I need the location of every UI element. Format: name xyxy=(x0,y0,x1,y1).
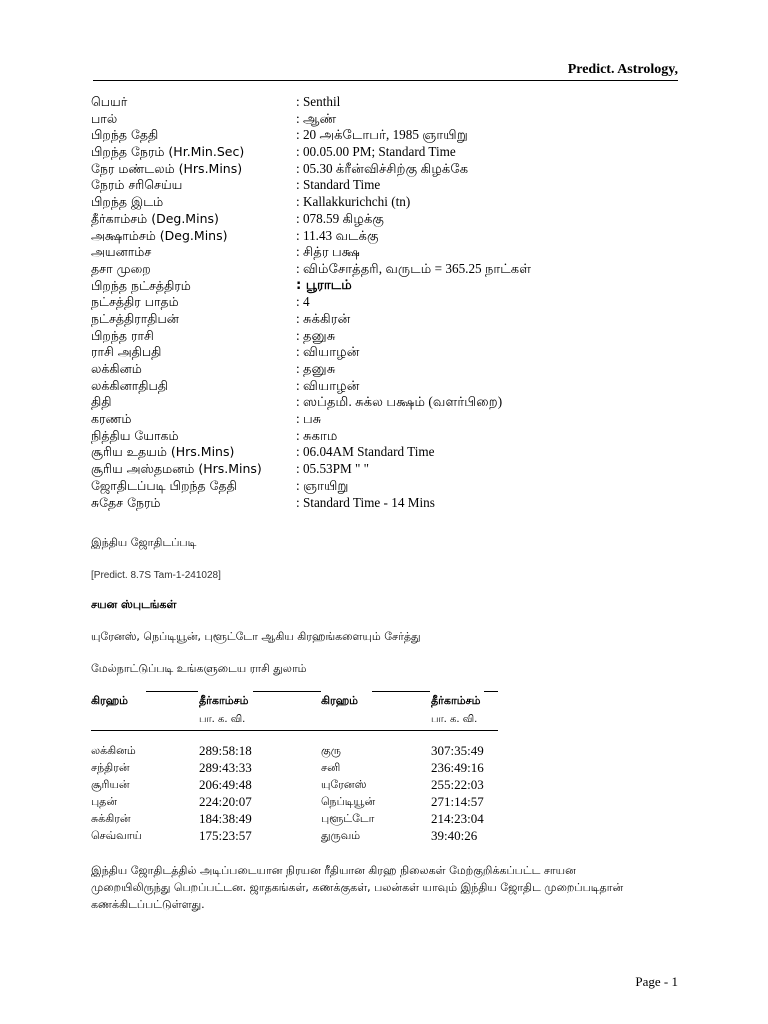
planet-name: சனி xyxy=(321,761,341,774)
detail-value: : Standard Time - 14 Mins xyxy=(296,494,435,510)
detail-row xyxy=(91,261,691,278)
detail-row xyxy=(91,444,691,461)
detail-label: சூரிய அஸ்தமனம் (Hrs.Mins) xyxy=(91,461,262,477)
detail-label: நட்சத்திர பாதம் xyxy=(91,294,179,310)
detail-value: : ஸப்தமி. சுக்ல பக்ஷம் (வளர்பிறை) xyxy=(296,394,503,410)
header-rule-segment xyxy=(484,691,498,692)
detail-value: : 11.43 வடக்கு xyxy=(296,227,379,243)
detail-row xyxy=(91,428,691,445)
uranus-line: யுரேனஸ், நெப்டியூன், புளூட்டோ ஆகிய கிரஹங்களையும் சேர்த்து xyxy=(91,630,421,643)
detail-row xyxy=(91,344,691,361)
table-row xyxy=(91,793,511,810)
detail-row xyxy=(91,328,691,345)
col-header-longitude: தீர்காம்சம் xyxy=(199,694,249,707)
detail-label: தீர்காம்சம் (Deg.Mins) xyxy=(91,210,219,226)
col-subheader-units-2: பா. க. வி. xyxy=(431,714,478,725)
planet-name: குரு xyxy=(321,744,341,757)
col-header-longitude-2: தீர்காம்சம் xyxy=(431,694,481,707)
planet-name: யுரேனஸ் xyxy=(321,778,367,791)
western-rasi-line: மேல்நாட்டுப்படி உங்களுடைய ராசி துலாம் xyxy=(91,662,307,675)
detail-row xyxy=(91,394,691,411)
detail-label: பிறந்த இடம் xyxy=(91,194,164,210)
planet-longitude: 271:14:57 xyxy=(431,794,484,809)
detail-value: : சுக்கிரன் xyxy=(296,310,351,326)
detail-row xyxy=(91,294,691,311)
header-rule-segment xyxy=(372,691,430,692)
planet-name: சூரியன் xyxy=(91,778,130,791)
paragraph-line: இந்திய ஜோதிடத்தில் அடிப்படையான நிரயன ரீதியான கிரஹ நிலைகள் மேற்குறிக்கப்பட்ட சாயன xyxy=(91,864,576,877)
col-header-planet-2: கிரஹம் xyxy=(321,694,359,707)
detail-label: அக்ஷாம்சம் (Deg.Mins) xyxy=(91,227,228,243)
page-number: Page - 1 xyxy=(635,974,678,989)
detail-row xyxy=(91,111,691,128)
detail-row xyxy=(91,461,691,478)
header-rule-segment xyxy=(253,691,321,692)
planet-longitude: 39:40:26 xyxy=(431,828,478,843)
detail-value: : சித்ர பக்ஷ xyxy=(296,244,361,260)
detail-label: அயனாம்ச xyxy=(91,244,152,260)
detail-value: : 4 xyxy=(296,294,310,310)
detail-row xyxy=(91,378,691,395)
detail-value: : 05.30 க்ரீன்விச்சிற்கு கிழக்கே xyxy=(296,160,469,176)
table-row xyxy=(91,810,511,827)
detail-value: : ஆண் xyxy=(296,110,337,126)
detail-row xyxy=(91,311,691,328)
detail-value: : 20 அக்டோபர், 1985 ஞாயிறு xyxy=(296,127,468,143)
detail-label: ஜோதிடப்படி பிறந்த தேதி xyxy=(91,477,237,493)
col-subheader-units: பா. க. வி. xyxy=(199,714,246,725)
detail-label: நட்சத்திராதிபன் xyxy=(91,310,179,326)
planet-longitude: 236:49:16 xyxy=(431,760,484,775)
detail-value: : 078.59 கிழக்கு xyxy=(296,210,385,226)
planet-longitude: 255:22:03 xyxy=(431,777,484,792)
detail-row xyxy=(91,361,691,378)
detail-value: : ஞாயிறு xyxy=(296,477,349,493)
header-rule xyxy=(93,80,678,81)
detail-row xyxy=(91,478,691,495)
paragraph-line: முறையிலிருந்து பெறப்பட்டன. ஜாதகங்கள், கணக்குகள், பலன்கள் யாவும் இந்திய ஜோதிட முறைப்படிதான் xyxy=(91,881,624,894)
detail-label: கரணம் xyxy=(91,411,132,427)
detail-row xyxy=(91,278,691,295)
planet-name: புளூட்டோ xyxy=(321,812,375,825)
detail-value: : Kallakkurichchi (tn) xyxy=(296,194,411,210)
detail-label: பிறந்த நட்சத்திரம் xyxy=(91,277,191,293)
detail-row xyxy=(91,244,691,261)
detail-row xyxy=(91,495,691,512)
planet-name: துருவம் xyxy=(321,829,361,842)
table-row xyxy=(91,759,511,776)
detail-label: லக்கினம் xyxy=(91,361,142,376)
detail-value: : 06.04AM Standard Time xyxy=(296,444,435,460)
sayana-heading: சயன ஸ்புடங்கள் xyxy=(91,598,177,611)
detail-value: : தனுசு xyxy=(296,361,336,376)
header-rule-segment xyxy=(146,691,198,692)
planet-longitude: 175:23:57 xyxy=(199,828,252,843)
detail-value: : Standard Time xyxy=(296,177,381,193)
table-header-bottom-rule xyxy=(91,730,498,731)
detail-value: : வியாழன் xyxy=(296,377,360,393)
detail-row xyxy=(91,161,691,178)
detail-row xyxy=(91,411,691,428)
planet-name: நெப்டியூன் xyxy=(321,795,376,808)
detail-label: சூரிய உதயம் (Hrs.Mins) xyxy=(91,444,235,460)
detail-label: பிறந்த ராசி xyxy=(91,327,154,343)
indian-heading: இந்திய ஜோதிடப்படி xyxy=(91,536,197,549)
planet-longitude: 224:20:07 xyxy=(199,794,252,809)
planet-longitude: 307:35:49 xyxy=(431,743,484,758)
detail-label: பால் xyxy=(91,110,118,126)
detail-label: நித்திய யோகம் xyxy=(91,427,179,443)
planet-name: சந்திரன் xyxy=(91,761,130,774)
planet-longitude: 206:49:48 xyxy=(199,777,252,792)
detail-value: : 05.53PM " " xyxy=(296,461,370,477)
explanation-paragraph xyxy=(91,862,651,913)
detail-value: : பசு xyxy=(296,411,322,427)
planet-name: புதன் xyxy=(91,795,118,808)
document-header: Predict. Astrology, xyxy=(567,62,678,77)
birth-details-list xyxy=(91,94,691,511)
detail-label: லக்கினாதிபதி xyxy=(91,377,169,393)
paragraph-line: கணக்கிடப்பட்டுள்ளது. xyxy=(91,898,205,911)
detail-label: பிறந்த நேரம் (Hr.Min.Sec) xyxy=(91,144,245,160)
detail-value: : வியாழன் xyxy=(296,344,360,360)
detail-label: நேரம் சரிசெய்ய xyxy=(91,177,183,193)
table-row xyxy=(91,827,511,844)
detail-value: : விம்சோத்தரி, வருடம் = 365.25 நாட்கள் xyxy=(296,260,532,276)
detail-value: : Senthil xyxy=(296,94,341,109)
col-header-planet: கிரஹம் xyxy=(91,694,129,707)
table-row xyxy=(91,776,511,793)
planet-name: லக்கினம் xyxy=(91,744,136,757)
detail-row xyxy=(91,211,691,228)
detail-label: தசா முறை xyxy=(91,260,151,276)
detail-label: ராசி அதிபதி xyxy=(91,344,162,360)
detail-row xyxy=(91,228,691,245)
detail-row xyxy=(91,94,691,111)
detail-value: : 00.05.00 PM; Standard Time xyxy=(296,144,456,160)
detail-row xyxy=(91,144,691,161)
detail-label: திதி xyxy=(91,394,112,410)
detail-label: பெயர் xyxy=(91,94,128,109)
planet-longitude: 289:43:33 xyxy=(199,760,252,775)
detail-row xyxy=(91,127,691,144)
detail-label: சுதேச நேரம் xyxy=(91,494,161,510)
detail-label: நேர மண்டலம் (Hrs.Mins) xyxy=(91,160,243,176)
detail-row xyxy=(91,177,691,194)
planet-name: செவ்வாய் xyxy=(91,829,142,842)
planet-longitude: 214:23:04 xyxy=(431,811,484,826)
reference-code: [Predict. 8.7S Tam-1-241028] xyxy=(91,570,221,581)
detail-label: பிறந்த தேதி xyxy=(91,127,159,143)
planet-longitude: 289:58:18 xyxy=(199,743,252,758)
planet-longitude: 184:38:49 xyxy=(199,811,252,826)
detail-value: : தனுசு xyxy=(296,327,336,343)
detail-value: : பூராடம் xyxy=(296,277,352,293)
table-row xyxy=(91,742,511,759)
detail-value: : சுகாம xyxy=(296,427,338,443)
planet-name: சுக்கிரன் xyxy=(91,812,131,825)
detail-row xyxy=(91,194,691,211)
